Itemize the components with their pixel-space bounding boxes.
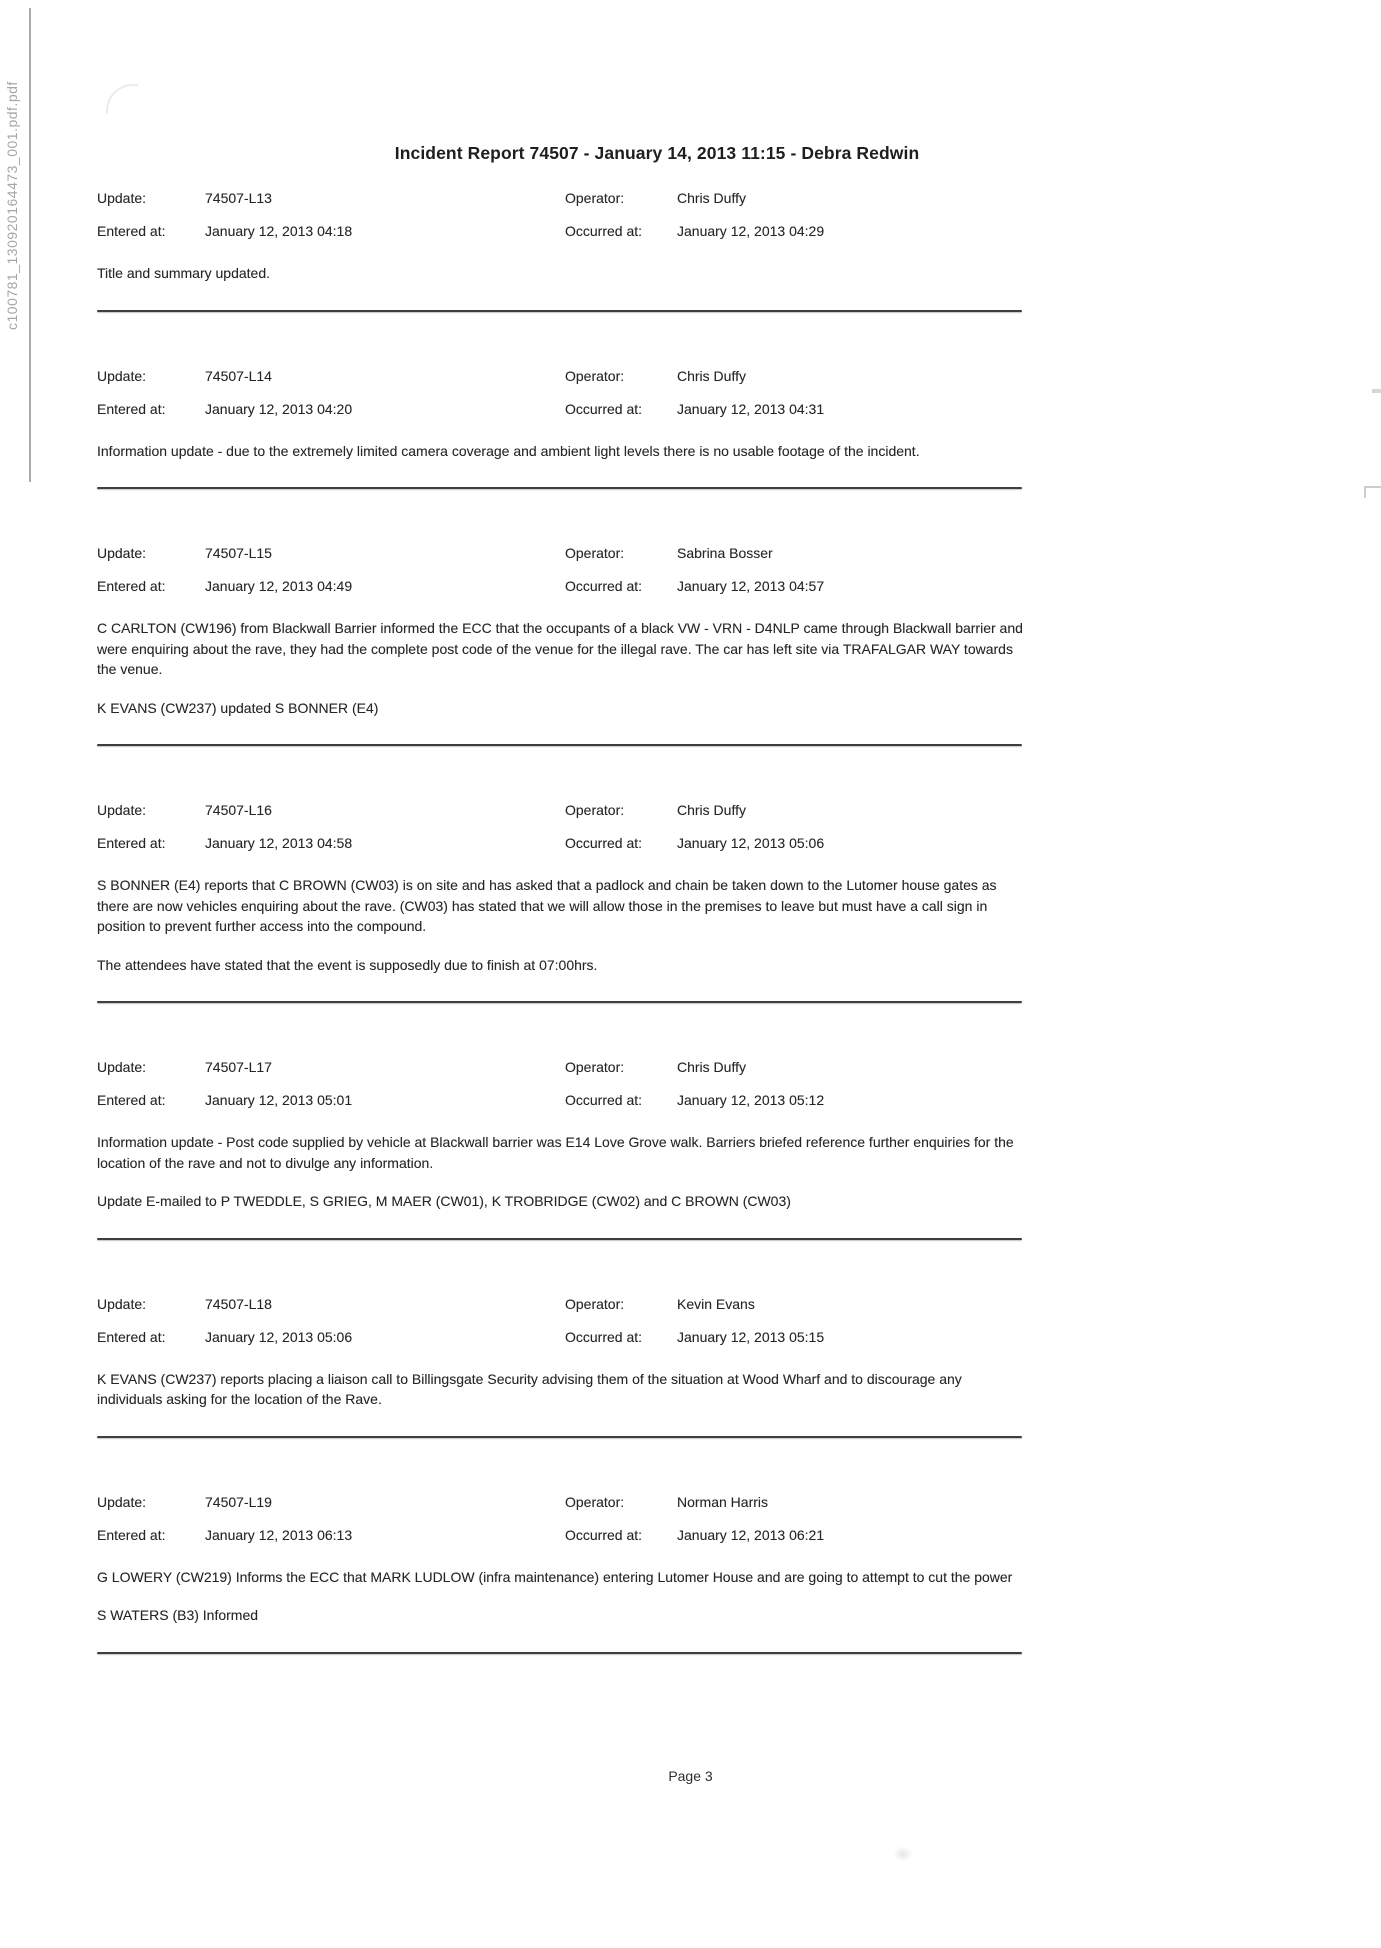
incident-update-entry	[97, 1494, 1026, 1654]
entered-at-value: January 12, 2013 04:49	[205, 578, 353, 594]
entered-at-value: January 12, 2013 04:20	[205, 400, 353, 417]
incident-update-entry	[97, 1059, 1026, 1240]
entry-meta	[97, 1059, 1026, 1112]
entered-at-value: January 12, 2013 05:06	[205, 1328, 353, 1345]
update-value: 74507-L16	[205, 802, 272, 818]
occurred-at-label: Occurred at:	[565, 1526, 643, 1543]
update-value: 74507-L14	[205, 367, 272, 384]
entry-divider	[97, 1436, 1022, 1438]
entry-divider	[97, 744, 1022, 746]
update-label: Update:	[97, 545, 147, 561]
entry-paragraph: C CARLTON (CW196) from Blackwall Barrier informed the ECC that the occupants of a black VW - VRN - D4NLP came through Blackwall barrier and were enquiring about the rave, they had the complete post code of the venue for the illegal rave. The car has left site via TRAFALGAR WAY towards the venue.	[97, 620, 1023, 677]
operator-value: Chris Duffy	[677, 367, 746, 384]
entry-paragraph: S WATERS (B3) Informed	[97, 1607, 259, 1623]
entry-meta	[97, 190, 1026, 243]
incident-update-entry	[97, 802, 1026, 1003]
occurred-at-value: January 12, 2013 04:29	[677, 223, 825, 239]
entry-body	[97, 441, 1026, 462]
entered-at-value: January 12, 2013 06:13	[205, 1526, 353, 1543]
operator-label: Operator:	[565, 367, 625, 384]
entry-paragraph: S BONNER (E4) reports that C BROWN (CW03) is on site and has asked that a padlock and chain be taken down to the Lutomer house gates as there are now vehicles enquiring about the rave. (CW03) has stated that we will allow those in the premises to leave but must have a call sign in position to prevent further access into the compound.	[97, 877, 997, 934]
incident-update-entry	[97, 545, 1026, 746]
occurred-at-value: January 12, 2013 05:15	[677, 1328, 825, 1345]
update-label: Update:	[97, 1059, 147, 1075]
occurred-at-label: Occurred at:	[565, 223, 643, 239]
entered-at-label: Entered at:	[97, 578, 166, 594]
operator-value: Norman Harris	[677, 1493, 769, 1510]
entry-divider	[97, 1652, 1022, 1654]
operator-label: Operator:	[565, 1493, 625, 1510]
entry-divider	[97, 487, 1022, 489]
entry-body	[97, 618, 1026, 718]
entry-paragraph: Information update - due to the extremely limited camera coverage and ambient light levels there is no usable footage of the incident.	[97, 442, 920, 459]
entered-at-label: Entered at:	[97, 835, 166, 851]
entry-divider	[97, 310, 1022, 312]
entered-at-label: Entered at:	[97, 1092, 166, 1108]
entered-at-label: Entered at:	[97, 223, 166, 239]
operator-label: Operator:	[565, 545, 625, 561]
update-value: 74507-L15	[205, 545, 272, 561]
entry-meta	[97, 1494, 1026, 1547]
entry-meta	[97, 368, 1026, 421]
operator-label: Operator:	[565, 1295, 625, 1312]
operator-value: Chris Duffy	[677, 802, 746, 818]
scan-edge-mark	[1372, 389, 1381, 393]
page-number: Page 3	[668, 1768, 713, 1784]
occurred-at-label: Occurred at:	[565, 835, 643, 851]
scan-edge-line	[29, 8, 31, 482]
incident-update-entry	[97, 190, 1026, 312]
entry-body	[97, 1369, 1026, 1410]
occurred-at-value: January 12, 2013 04:57	[677, 578, 825, 594]
update-entries	[97, 190, 1026, 1710]
operator-label: Operator:	[565, 190, 625, 206]
operator-value: Sabrina Bosser	[677, 545, 773, 561]
entry-body	[97, 263, 1026, 284]
entry-body	[97, 1567, 1026, 1626]
entered-at-value: January 12, 2013 04:58	[205, 835, 353, 851]
entry-divider	[97, 1238, 1022, 1240]
occurred-at-label: Occurred at:	[565, 400, 643, 417]
entry-divider	[97, 1001, 1022, 1003]
update-label: Update:	[97, 190, 147, 206]
entry-meta	[97, 1296, 1026, 1349]
update-value: 74507-L19	[205, 1493, 272, 1510]
entry-paragraph: K EVANS (CW237) updated S BONNER (E4)	[97, 699, 379, 716]
entry-paragraph: G LOWERY (CW219) Informs the ECC that MARK LUDLOW (infra maintenance) entering Lutomer House and are going to attempt to cut the power	[97, 1568, 1013, 1585]
entry-paragraph: Update E-mailed to P TWEDDLE, S GRIEG, M MAER (CW01), K TROBRIDGE (CW02) and C BROWN (CW03)	[97, 1193, 791, 1209]
update-label: Update:	[97, 367, 147, 384]
occurred-at-value: January 12, 2013 04:31	[677, 400, 825, 417]
occurred-at-label: Occurred at:	[565, 1328, 643, 1345]
entered-at-value: January 12, 2013 05:01	[205, 1092, 353, 1108]
operator-label: Operator:	[565, 1059, 625, 1075]
entered-at-label: Entered at:	[97, 1328, 166, 1345]
operator-value: Chris Duffy	[677, 190, 746, 206]
entry-paragraph: Information update - Post code supplied by vehicle at Blackwall barrier was E14 Love Grove walk. Barriers briefed reference further enquiries for the location of the rave and not to divulge any information.	[97, 1134, 1014, 1171]
entry-paragraph: Title and summary updated.	[97, 265, 271, 281]
entry-meta	[97, 545, 1026, 598]
scan-arc-artifact	[106, 84, 160, 138]
update-label: Update:	[97, 802, 147, 818]
operator-label: Operator:	[565, 802, 625, 818]
sidebar-filename: c100781_130920164473_001.pdf.pdf	[4, 81, 20, 330]
occurred-at-label: Occurred at:	[565, 1092, 643, 1108]
entry-body	[97, 875, 1026, 975]
entry-paragraph: The attendees have stated that the event is supposedly due to finish at 07:00hrs.	[97, 956, 598, 973]
occurred-at-value: January 12, 2013 05:06	[677, 835, 825, 851]
update-value: 74507-L13	[205, 190, 272, 206]
occurred-at-value: January 12, 2013 05:12	[677, 1092, 825, 1108]
entered-at-label: Entered at:	[97, 1526, 166, 1543]
update-value: 74507-L17	[205, 1059, 272, 1075]
operator-value: Chris Duffy	[677, 1059, 746, 1075]
report-title: Incident Report 74507 - January 14, 2013 11:15 - Debra Redwin	[394, 143, 920, 163]
operator-value: Kevin Evans	[677, 1295, 755, 1312]
incident-update-entry	[97, 368, 1026, 490]
entered-at-value: January 12, 2013 04:18	[205, 223, 353, 239]
update-value: 74507-L18	[205, 1295, 272, 1312]
entry-body	[97, 1132, 1026, 1212]
scan-smudge-artifact	[893, 1846, 913, 1862]
entry-meta	[97, 802, 1026, 855]
entered-at-label: Entered at:	[97, 400, 166, 417]
entry-paragraph: K EVANS (CW237) reports placing a liaison call to Billingsgate Security advising them of the situation at Wood Wharf and to discourage any individuals asking for the location of the Rave.	[97, 1370, 962, 1407]
incident-update-entry	[97, 1296, 1026, 1438]
update-label: Update:	[97, 1295, 147, 1312]
scan-edge-mark	[1364, 486, 1381, 498]
occurred-at-label: Occurred at:	[565, 578, 643, 594]
occurred-at-value: January 12, 2013 06:21	[677, 1526, 825, 1543]
update-label: Update:	[97, 1493, 147, 1510]
